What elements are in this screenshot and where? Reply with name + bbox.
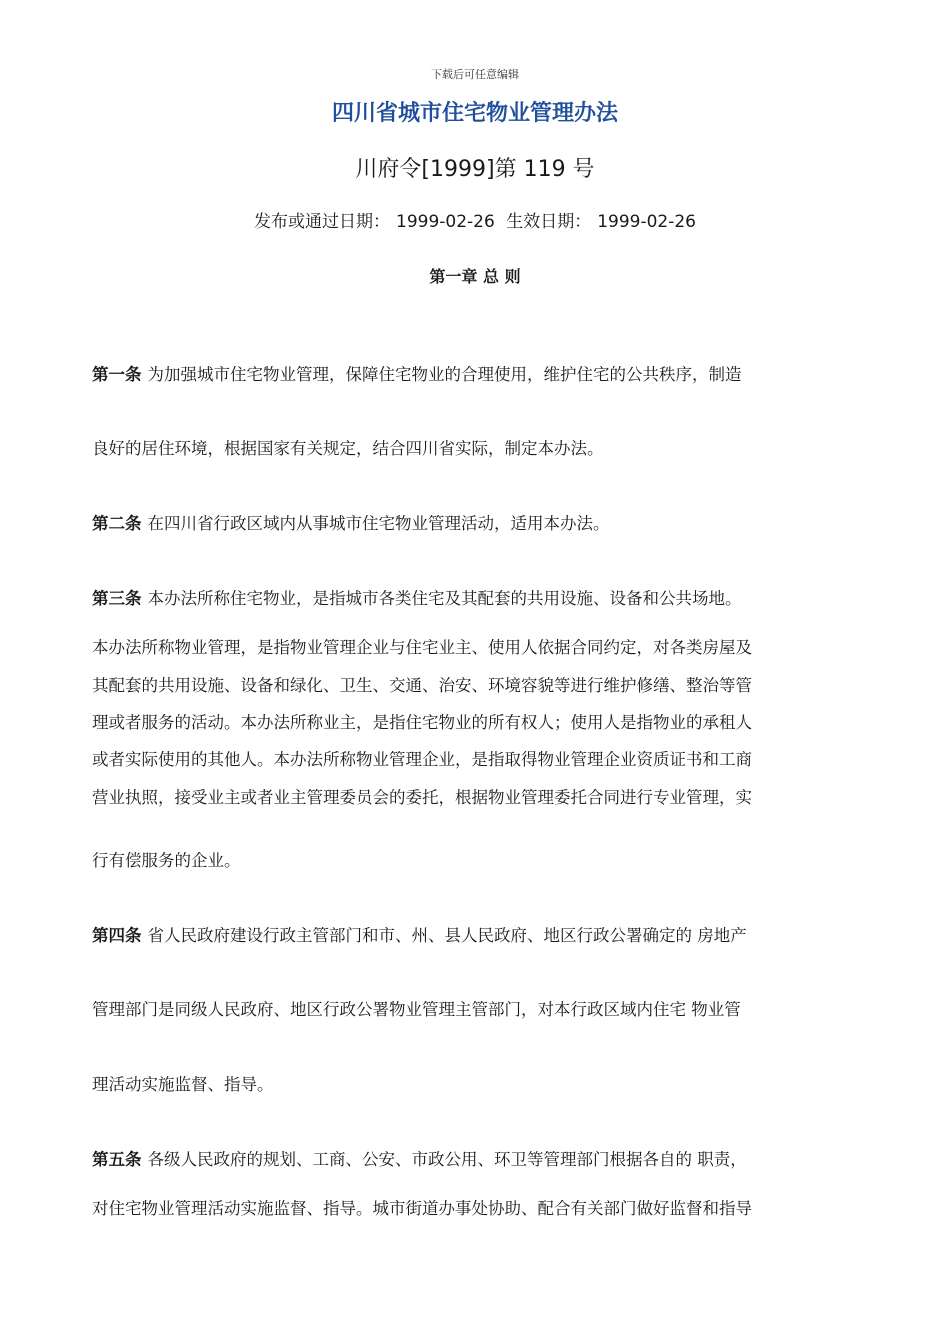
article-number: 第五条 <box>92 1150 142 1169</box>
body-line <box>92 512 862 536</box>
body-text: 理活动实施监督、指导。 <box>92 1075 274 1094</box>
body-text: 营业执照，接受业主或者业主管理委员会的委托，根据物业管理委托合同进行专业管理，实 <box>92 788 752 807</box>
issued-date-label: 发布或通过日期： <box>254 212 390 232</box>
body-text: 省人民政府建设行政主管部门和市、州、县人民政府、地区行政公署确定的 房地产 <box>147 926 747 945</box>
body-text: 管理部门是同级人民政府、地区行政公署物业管理主管部门，对本行政区域内住宅 物业管 <box>92 1000 741 1019</box>
issued-date-value: 1999-02-26 <box>396 212 495 232</box>
body-text: 行有偿服务的企业。 <box>92 851 241 870</box>
body-text: 其配套的共用设施、设备和绿化、卫生、交通、治安、环境容貌等进行维护修缮、整治等管 <box>92 676 752 695</box>
article-number: 第二条 <box>92 514 142 533</box>
body-line <box>92 748 862 772</box>
chapter-heading: 第一章 总 则 <box>429 267 521 286</box>
body-text: 在四川省行政区域内从事城市住宅物业管理活动，适用本办法。 <box>147 514 610 533</box>
body-text: 良好的居住环境，根据国家有关规定，结合四川省实际，制定本办法。 <box>92 439 604 458</box>
body-line <box>92 674 862 698</box>
body-line <box>92 1073 862 1097</box>
article-number: 第四条 <box>92 926 142 945</box>
document-dates <box>0 207 950 232</box>
body-text: 或者实际使用的其他人。本办法所称物业管理企业，是指取得物业管理企业资质证书和工商 <box>92 750 752 769</box>
effective-date-value: 1999-02-26 <box>597 212 696 232</box>
body-text: 为加强城市住宅物业管理，保障住宅物业的合理使用，维护住宅的公共秩序，制造 <box>147 365 742 384</box>
body-line <box>92 924 862 948</box>
article-number: 第一条 <box>92 365 142 384</box>
body-line <box>92 1197 862 1221</box>
body-text: 本办法所称住宅物业，是指城市各类住宅及其配套的共用设施、设备和公共场地。 <box>147 589 742 608</box>
body-text: 各级人民政府的规划、工商、公安、市政公用、环卫等管理部门根据各自的 职责， <box>147 1150 747 1169</box>
body-line <box>92 636 862 660</box>
header-note: 下载后可任意编辑 <box>431 68 519 81</box>
document-title: 四川省城市住宅物业管理办法 <box>331 101 618 126</box>
body-line <box>92 711 862 735</box>
article-number: 第三条 <box>92 589 142 608</box>
body-text: 理或者服务的活动。本办法所称业主，是指住宅物业的所有权人；使用人是指物业的承租人 <box>92 713 752 732</box>
body-text: 对住宅物业管理活动实施监督、指导。城市街道办事处协助、配合有关部门做好监督和指导 <box>92 1199 752 1218</box>
document-number: 川府令[1999]第 119 号 <box>355 157 595 182</box>
effective-date-label: 生效日期： <box>506 212 592 232</box>
body-text: 本办法所称物业管理，是指物业管理企业与住宅业主、使用人依据合同约定，对各类房屋及 <box>92 638 752 657</box>
body-line <box>92 1148 862 1172</box>
body-line <box>92 437 862 461</box>
body-line <box>92 786 862 810</box>
body-line <box>92 998 862 1022</box>
body-line <box>92 849 862 873</box>
body-line <box>92 587 862 611</box>
body-line <box>92 363 862 387</box>
